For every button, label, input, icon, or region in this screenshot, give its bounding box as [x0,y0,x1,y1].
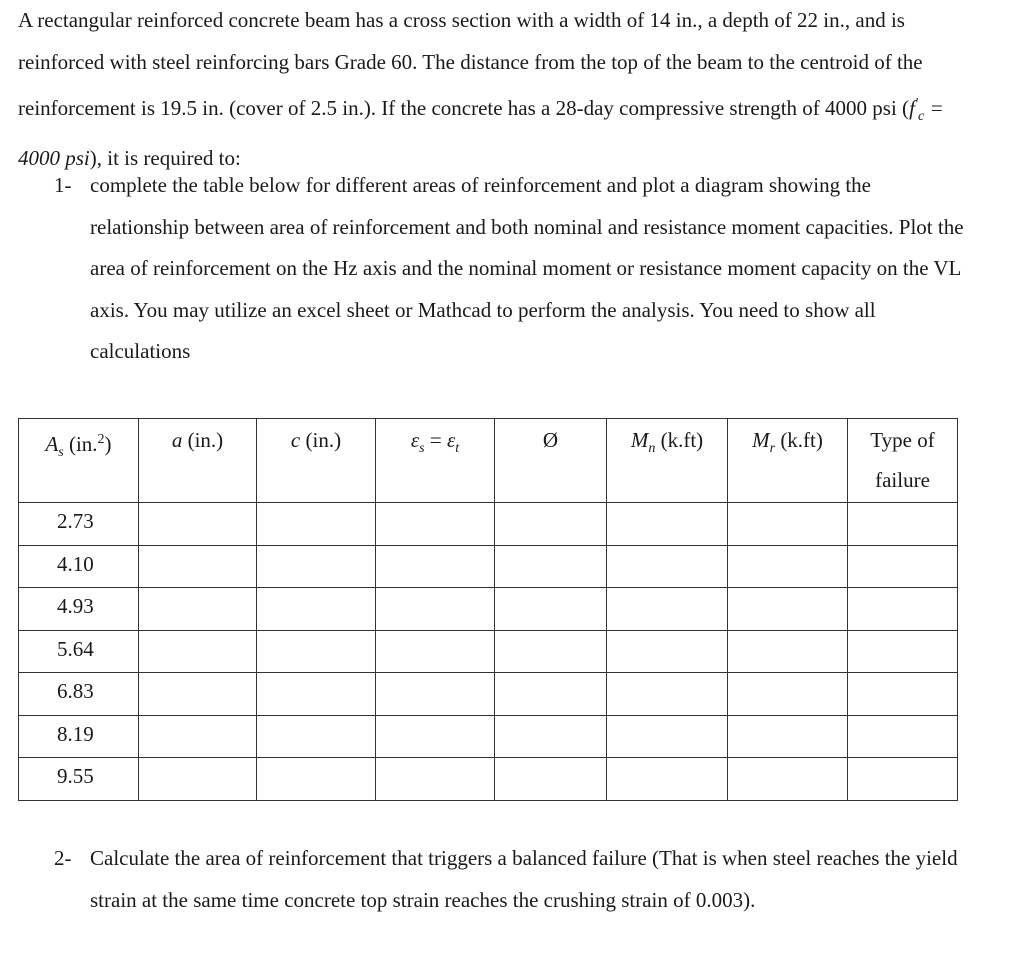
empty-cell [495,715,607,758]
table-row [19,588,958,631]
empty-cell [848,503,958,546]
empty-cell [607,588,728,631]
question-1 [54,165,974,373]
empty-cell [376,630,495,673]
empty-cell [376,503,495,546]
table-row [19,545,958,588]
empty-cell [607,715,728,758]
empty-cell [257,630,376,673]
empty-cell [139,588,257,631]
empty-cell [257,715,376,758]
empty-cell [607,673,728,716]
as-value-cell: 9.55 [19,758,139,801]
empty-cell [139,758,257,801]
question-2-text: Calculate the area of reinforcement that triggers a balanced failure (That is when steel reaches the yield strain at the same time concrete top strain reaches the crushing strain of 0.003). [90,846,958,912]
empty-cell [728,630,848,673]
table-row [19,630,958,673]
empty-cell [848,758,958,801]
empty-cell [376,673,495,716]
header-strain: $\varepsilon_s = \varepsilon_t$ [376,419,495,503]
empty-cell [495,545,607,588]
empty-cell [257,545,376,588]
table-row [19,715,958,758]
empty-cell [607,758,728,801]
empty-cell [728,503,848,546]
as-value-cell: 4.10 [19,545,139,588]
empty-cell [139,715,257,758]
results-table [18,418,958,801]
empty-cell [495,630,607,673]
empty-cell [376,545,495,588]
empty-cell [728,715,848,758]
empty-cell [139,630,257,673]
intro-text-end: ), it is required to: [89,145,241,170]
empty-cell [728,588,848,631]
as-value-cell: 8.19 [19,715,139,758]
header-mn: $M_n$ (k.ft) [607,419,728,503]
empty-cell [495,758,607,801]
header-failure-type: Type of failure [848,419,958,503]
empty-cell [376,758,495,801]
empty-cell [376,715,495,758]
as-value-cell: 2.73 [19,503,139,546]
empty-cell [139,503,257,546]
empty-cell [376,588,495,631]
empty-cell [139,545,257,588]
empty-cell [848,715,958,758]
fc-value: = 4000 psi [18,96,944,170]
empty-cell [848,630,958,673]
as-value-cell: 4.93 [19,588,139,631]
empty-cell [495,673,607,716]
table-row [19,673,958,716]
header-a: a (in.) [139,419,257,503]
fc-symbol: $f'_c$ [909,96,925,125]
empty-cell [607,545,728,588]
empty-cell [607,630,728,673]
empty-cell [495,503,607,546]
question-1-text: complete the table below for different areas of reinforcement and plot a diagram showing the relationship between area of reinforcement and both nominal and resistance moment capacities. Plot the area of reinforcement on the Hz axis and the nominal moment or resistance moment capacity on the VL axis. You may utilize an excel sheet or Mathcad to perform the analysis. You need to show all calculations [90,173,964,363]
intro-text: A rectangular reinforced concrete beam has a cross section with a width of 14 in., a depth of 22 in., and is reinforced with steel reinforcing bars Grade 60. The distance from the top of the beam to the centroid of the reinforcement is 19.5 in. (cover of 2.5 in.). If the concrete has a 28-day compressive strength of 4000 psi ( [18,8,923,120]
empty-cell [257,673,376,716]
empty-cell [607,503,728,546]
empty-cell [728,545,848,588]
question-1-number: 1- [54,173,72,197]
question-2-number: 2- [54,846,72,870]
table-row [19,758,958,801]
empty-cell [257,588,376,631]
empty-cell [728,758,848,801]
empty-cell [257,503,376,546]
empty-cell [848,545,958,588]
table-row [19,503,958,546]
header-phi: Ø [495,419,607,503]
empty-cell [848,673,958,716]
empty-cell [728,673,848,716]
problem-statement [18,0,978,179]
empty-cell [139,673,257,716]
empty-cell [257,758,376,801]
header-c: c (in.) [257,419,376,503]
question-2 [54,838,974,921]
as-value-cell: 6.83 [19,673,139,716]
table-header-row [19,419,958,503]
empty-cell [848,588,958,631]
header-as: $A_s$ (in.$^2$) [19,419,139,503]
as-value-cell: 5.64 [19,630,139,673]
header-mr: $M_r$ (k.ft) [728,419,848,503]
empty-cell [495,588,607,631]
